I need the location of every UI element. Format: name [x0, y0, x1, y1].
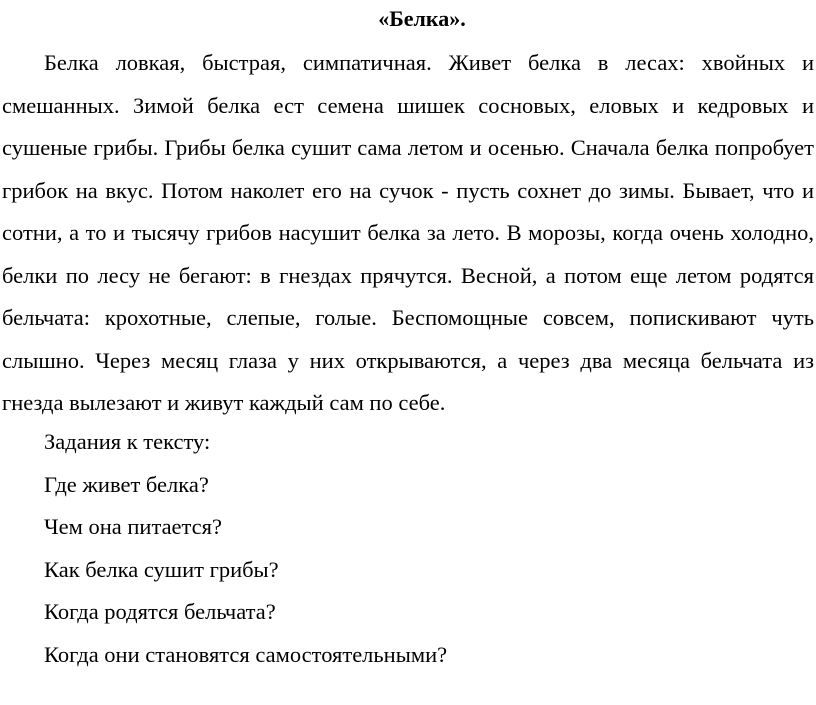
question-5: Когда они становятся самостоятельными? [44, 641, 448, 667]
question-4: Когда родятся бельчата? [44, 599, 276, 624]
question-3: Как белка сушит грибы? [44, 556, 279, 582]
tasks-list [44, 421, 804, 676]
tasks-heading: Задания к тексту: [44, 429, 211, 454]
document-title: «Белка». [378, 6, 466, 31]
story-paragraph: Белка ловкая, быстрая, симпатичная. Живет белка в лесах: хвойных и смешанных. Зимой белка ест семена шишек сосновых, еловых и кедровых и сушеные грибы. Грибы белка сушит сама летом и осенью. Сначала белка попробует грибок на вкус. Потом наколет его на сучок - пусть сохнет до зимы. Бывает, что и сотни, а то и тысячу грибов насушит белка за лето. В морозы, когда очень холодно, белки по лесу не бегают: в гнездах прячутся. Весной, а потом еще летом родятся бельчата: крохотные, слепые, голые. Беспомощные совсем, попискивают чуть слышно. Через месяц глаза у них открываются, а через два месяца бельчата из гнезда вылезают и живут каждый сам по себе. [2, 50, 814, 415]
question-1: Где живет белка? [44, 471, 209, 497]
question-2: Чем она питается? [44, 514, 222, 539]
